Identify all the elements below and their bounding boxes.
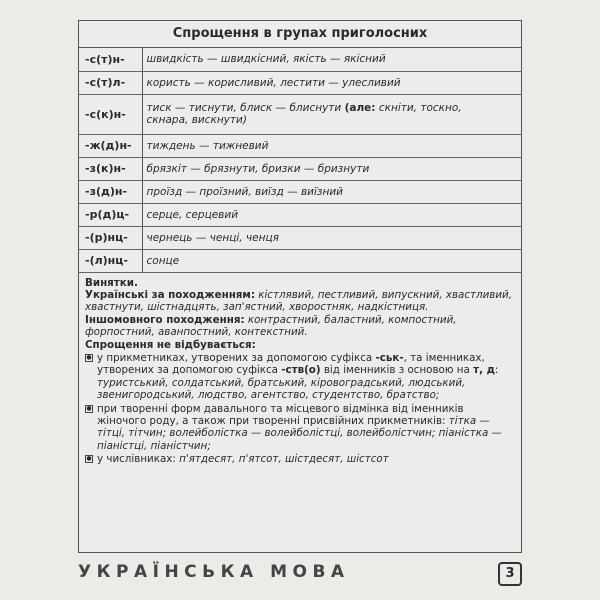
table-row bbox=[79, 48, 521, 71]
table-row bbox=[79, 226, 521, 249]
exceptions-heading: Винятки. bbox=[85, 276, 138, 289]
example-cell bbox=[142, 94, 521, 134]
table-row bbox=[79, 157, 521, 180]
table-row bbox=[79, 71, 521, 94]
example-cell: сонце bbox=[142, 249, 521, 272]
example-cell: проїзд — проїзний, виїзд — виїзний bbox=[142, 180, 521, 203]
rule-cell: -с(т)н- bbox=[79, 48, 142, 71]
rule-cell: -(р)нц- bbox=[79, 226, 142, 249]
rule-cell: -ж(д)н- bbox=[79, 134, 142, 157]
example-cell: серце, серцевий bbox=[142, 203, 521, 226]
rule-cell: -с(к)н- bbox=[79, 94, 142, 134]
example-cell: швидкість — швидкісний, якість — якісний bbox=[142, 48, 521, 71]
example-text: скнара, вискнути) bbox=[146, 114, 247, 126]
bullet-item: ● при творенні форм давального та місцевого відмінка від іменників жіночого роду, а також при творенні присвійних прикметників: тітка — тітці, тітчин; волейболістка — волейболістці, волейболістчин; піаністка — піаністці, піаністчин; bbox=[86, 402, 502, 452]
bullet-icon: ● bbox=[86, 353, 92, 361]
rule-cell: -с(т)л- bbox=[79, 71, 142, 94]
example-text: скніти, тоскно, bbox=[375, 102, 462, 114]
example-cell: користь — корисливий, лестити — улесливий bbox=[142, 71, 521, 94]
exceptions-section bbox=[79, 273, 521, 466]
page-footer bbox=[78, 560, 522, 586]
bullet-item: ● у прикметниках, утворених за допомогою суфікса -ськ-, та іменниках, утворених за допомогою суфікса -ств(о) від іменників з основою на т, д: туристський, солдатський, братський, кіровоградський, людський, звенигородський, людство, агентство, студентство, братство; bbox=[86, 351, 499, 402]
rule-cell: -з(д)н- bbox=[79, 180, 142, 203]
no-simplification-heading: Спрощення не відбувається: bbox=[85, 338, 256, 351]
box-title: Спрощення в групах приголосних bbox=[79, 21, 521, 48]
page-number: 3 bbox=[498, 562, 522, 586]
example-note: (але: bbox=[344, 102, 376, 114]
native-exceptions: Українські за походженням: кістлявий, пестливий, випускний, хвастливий, хвастнути, шістнадцять, зап'ястний, хворостняк, надкістниця. bbox=[85, 288, 512, 314]
rule-cell: -з(к)н- bbox=[79, 157, 142, 180]
example-cell: тиждень — тижневий bbox=[142, 134, 521, 157]
foreign-exceptions: Іншомовного походження: контрастний, баластний, компостний, форпостний, аванпостний, контекстний. bbox=[85, 313, 457, 339]
table-row bbox=[79, 180, 521, 203]
rule-cell: -р(д)ц- bbox=[79, 203, 142, 226]
table-row bbox=[79, 134, 521, 157]
bullet-icon: ● bbox=[86, 404, 92, 412]
rules-box bbox=[78, 20, 522, 553]
example-cell: чернець — ченці, ченця bbox=[142, 226, 521, 249]
rules-table bbox=[79, 48, 521, 273]
example-text: тиск — тиснути, блиск — блиснути bbox=[146, 102, 342, 114]
bullet-item: ● у числівниках: п'ятдесят, п'ятсот, шістдесят, шістсот bbox=[86, 453, 389, 466]
example-cell: брязкіт — брязнути, бризки — бризнути bbox=[142, 157, 521, 180]
table-row bbox=[79, 203, 521, 226]
table-row bbox=[79, 249, 521, 272]
subject-title: УКРАЇНСЬКА МОВА bbox=[78, 562, 350, 582]
rule-cell: -(л)нц- bbox=[79, 249, 142, 272]
table-row bbox=[79, 94, 521, 134]
bullet-icon: ● bbox=[86, 455, 92, 463]
